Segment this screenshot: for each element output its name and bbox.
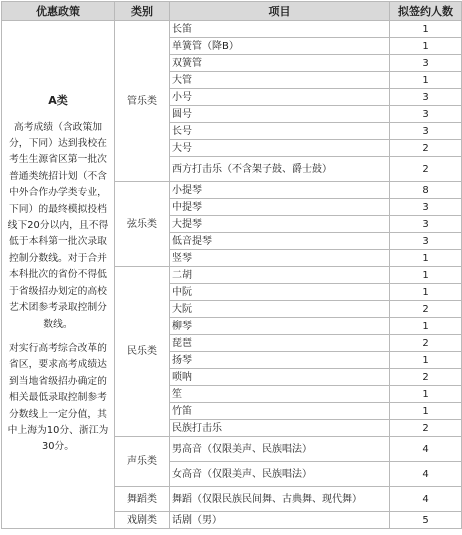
policy-cell (2, 21, 115, 529)
count-cell: 2 (390, 335, 462, 352)
count-cell: 4 (390, 487, 462, 512)
count-cell: 2 (390, 140, 462, 157)
count-cell: 3 (390, 123, 462, 140)
item-cell: 二胡 (170, 267, 390, 284)
count-cell: 3 (390, 216, 462, 233)
category-cell: 管乐类 (115, 21, 170, 182)
count-cell: 3 (390, 89, 462, 106)
policy-title: A类 (48, 94, 68, 108)
item-cell: 大管 (170, 72, 390, 89)
item-cell: 圆号 (170, 106, 390, 123)
item-cell: 长笛 (170, 21, 390, 38)
count-cell: 8 (390, 182, 462, 199)
count-cell: 1 (390, 386, 462, 403)
count-cell: 4 (390, 437, 462, 462)
item-cell: 男高音（仅限美声、民族唱法） (170, 437, 390, 462)
item-cell: 中提琴 (170, 199, 390, 216)
item-cell: 笙 (170, 386, 390, 403)
category-cell: 戏剧类 (115, 512, 170, 529)
count-cell: 1 (390, 21, 462, 38)
item-cell: 话剧（男） (170, 512, 390, 529)
category-cell: 声乐类 (115, 437, 170, 487)
item-cell: 扬琴 (170, 352, 390, 369)
count-cell: 1 (390, 318, 462, 335)
count-cell: 1 (390, 284, 462, 301)
count-cell: 4 (390, 462, 462, 487)
count-cell: 2 (390, 301, 462, 318)
header-item: 项目 (170, 2, 390, 21)
policy-paragraph-1: 高考成绩（含政策加分，下同）达到我校在考生生源省区第一批次普通类统招计划（不含中外合作办学类专业，下同）的最终模拟投档线下20分以内，且不得低于本科第一批次录取控制分数线。对于合并本科批次的省份不得低于省级招办划定的高校艺术团参考录取控制分数线。 (7, 121, 109, 330)
count-cell: 1 (390, 352, 462, 369)
policy-paragraph-2: 对实行高考综合改革的省区，要求高考成绩达到当地省级招办确定的相关最低录取控制参考分数线上一定分值，其中上海为10分、浙江为30分。 (7, 342, 109, 453)
item-cell: 女高音（仅限美声、民族唱法） (170, 462, 390, 487)
item-cell: 舞蹈（仅限民族民间舞、古典舞、现代舞） (170, 487, 390, 512)
count-cell: 2 (390, 157, 462, 182)
header-row (2, 2, 462, 21)
header-count: 拟签约人数 (390, 2, 462, 21)
item-cell: 竖琴 (170, 250, 390, 267)
item-cell: 柳琴 (170, 318, 390, 335)
item-cell: 低音提琴 (170, 233, 390, 250)
item-cell: 民族打击乐 (170, 420, 390, 437)
item-cell: 单簧管（降B） (170, 38, 390, 55)
item-cell: 西方打击乐（不含架子鼓、爵士鼓） (170, 157, 390, 182)
count-cell: 3 (390, 55, 462, 72)
item-cell: 大阮 (170, 301, 390, 318)
item-cell: 唢呐 (170, 369, 390, 386)
item-cell: 长号 (170, 123, 390, 140)
item-cell: 小号 (170, 89, 390, 106)
item-cell: 大号 (170, 140, 390, 157)
header-policy: 优惠政策 (2, 2, 115, 21)
item-cell: 大提琴 (170, 216, 390, 233)
count-cell: 2 (390, 420, 462, 437)
count-cell: 1 (390, 403, 462, 420)
count-cell: 3 (390, 199, 462, 216)
item-cell: 中阮 (170, 284, 390, 301)
header-category: 类别 (115, 2, 170, 21)
count-cell: 3 (390, 106, 462, 123)
count-cell: 1 (390, 267, 462, 284)
item-cell: 琵琶 (170, 335, 390, 352)
count-cell: 3 (390, 233, 462, 250)
category-cell: 舞蹈类 (115, 487, 170, 512)
count-cell: 5 (390, 512, 462, 529)
category-cell: 民乐类 (115, 267, 170, 437)
count-cell: 1 (390, 250, 462, 267)
item-cell: 双簧管 (170, 55, 390, 72)
count-cell: 1 (390, 72, 462, 89)
item-cell: 小提琴 (170, 182, 390, 199)
category-cell: 弦乐类 (115, 182, 170, 267)
item-cell: 竹笛 (170, 403, 390, 420)
table-row (2, 21, 462, 38)
recruitment-table (1, 1, 462, 529)
count-cell: 1 (390, 38, 462, 55)
count-cell: 2 (390, 369, 462, 386)
